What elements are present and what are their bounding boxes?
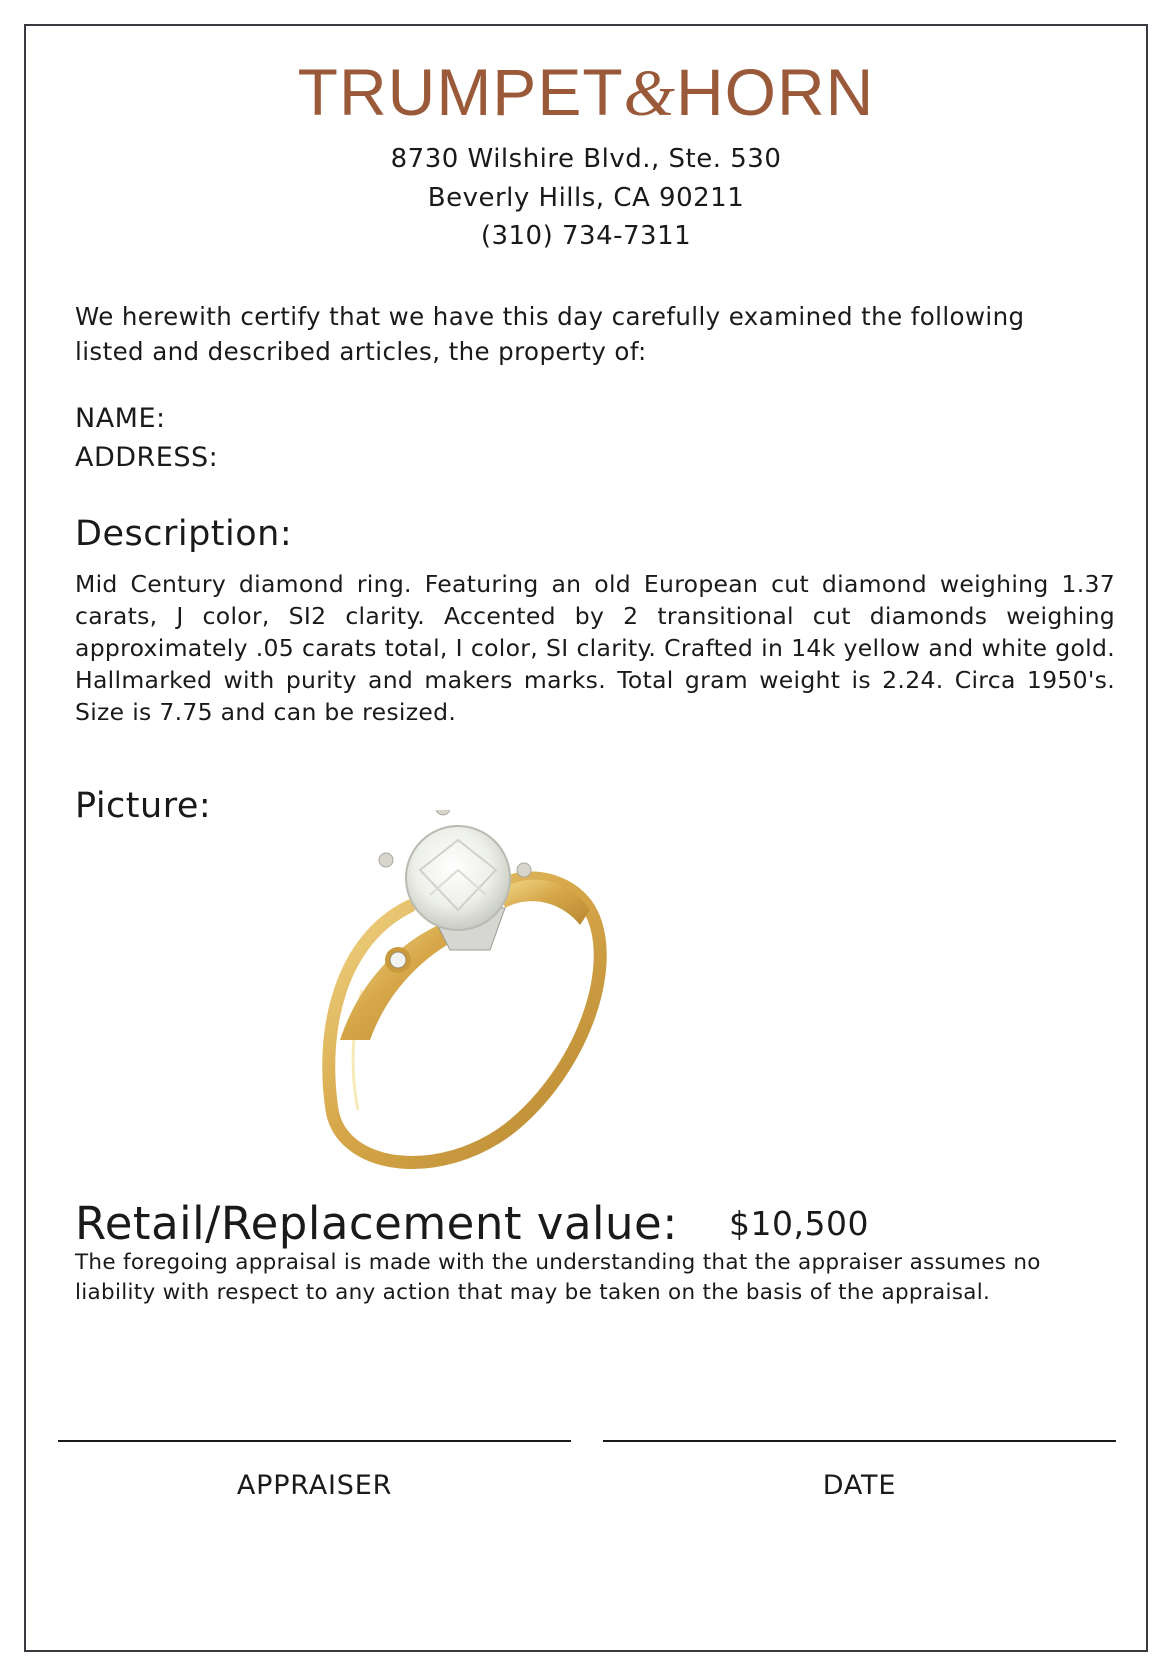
phone-number: (310) 734-7311 [480, 221, 692, 251]
date-signature-line [603, 1440, 1116, 1442]
address-line-2: Beverly Hills, CA 90211 [427, 183, 745, 213]
replacement-value-amount: $10,500 [729, 1204, 869, 1243]
description-text: Mid Century diamond ring. Featuring an old European cut diamond weighing 1.37 carats, J color, SI2 clarity. Accented by 2 transitional cut diamonds weighing approximately .05 carats total, I color, SI clarity. Crafted in 14k yellow and white gold. Hallmarked with purity and makers marks. Total gram weight is 2.24. Circa 1950's. Size is 7.75 and can be resized. [75, 570, 1115, 726]
center-diamond [406, 826, 510, 930]
diamond-ring-photo [300, 810, 670, 1180]
appraiser-signature-line [58, 1440, 571, 1442]
certify-line-2: listed and described articles, the property of: [75, 337, 647, 366]
description-heading: Description: [75, 514, 293, 554]
disclaimer-text: The foregoing appraisal is made with the understanding that the appraiser assumes no liability with respect to any action that may be taken on the basis of the appraisal. [75, 1250, 1041, 1305]
brand-logo [0, 52, 1172, 134]
logo-ampersand: & [623, 57, 676, 130]
address-line-1: 8730 Wilshire Blvd., Ste. 530 [390, 144, 782, 174]
replacement-value-label: Retail/Replacement value: [75, 1197, 678, 1250]
picture-heading: Picture: [75, 786, 212, 826]
owner-name-label: NAME: [75, 403, 166, 434]
owner-address-label: ADDRESS: [75, 442, 219, 473]
date-label: DATE [822, 1470, 897, 1501]
certify-line-1: We herewith certify that we have this day carefully examined the following [75, 302, 1025, 331]
logo-word-horn: HORN [676, 55, 875, 129]
appraiser-label: APPRAISER [236, 1470, 393, 1501]
logo-word-trumpet: TRUMPET [297, 55, 624, 129]
